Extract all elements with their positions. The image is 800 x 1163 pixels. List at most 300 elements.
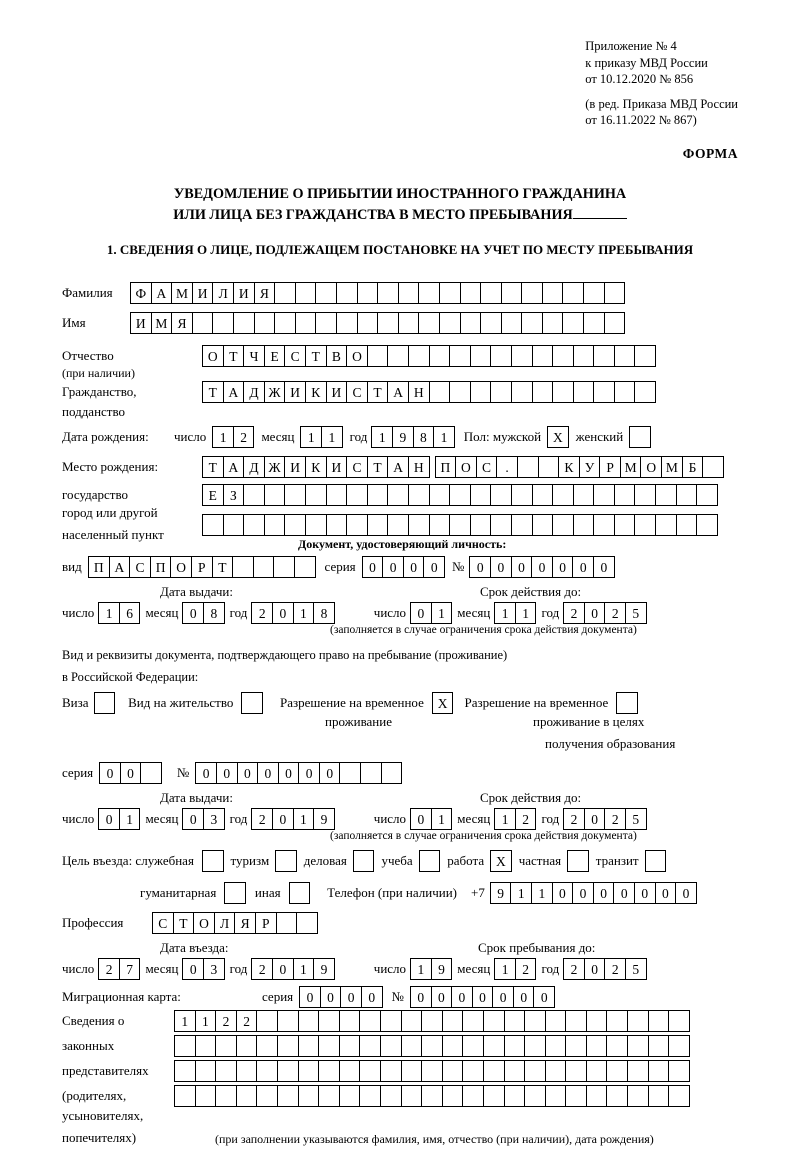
entry-year-boxes[interactable]: [251, 958, 333, 980]
form-cell[interactable]: [470, 514, 492, 536]
form-cell[interactable]: [573, 381, 595, 403]
form-cell[interactable]: [315, 312, 337, 334]
form-cell[interactable]: [442, 1010, 464, 1032]
form-cell[interactable]: 0: [382, 556, 404, 578]
form-cell[interactable]: 0: [634, 882, 656, 904]
form-cell[interactable]: [318, 1035, 340, 1057]
form-cell[interactable]: [174, 1035, 196, 1057]
form-cell[interactable]: 9: [431, 958, 453, 980]
form-cell[interactable]: [565, 1085, 587, 1107]
form-cell[interactable]: М: [171, 282, 193, 304]
form-cell[interactable]: 2: [604, 958, 626, 980]
form-cell[interactable]: П: [88, 556, 110, 578]
form-cell[interactable]: [408, 484, 430, 506]
form-cell[interactable]: 1: [321, 426, 343, 448]
purpose-work-checkbox[interactable]: X: [490, 850, 512, 872]
form-cell[interactable]: [429, 345, 451, 367]
form-cell[interactable]: 0: [410, 808, 432, 830]
form-cell[interactable]: [462, 1010, 484, 1032]
purpose-service-checkbox[interactable]: [202, 850, 224, 872]
form-cell[interactable]: 1: [98, 602, 120, 624]
form-cell[interactable]: [380, 1035, 402, 1057]
form-cell[interactable]: В: [326, 345, 348, 367]
form-cell[interactable]: 1: [293, 602, 315, 624]
form-cell[interactable]: [462, 1035, 484, 1057]
purpose-other-checkbox[interactable]: [289, 882, 311, 904]
form-cell[interactable]: Н: [408, 381, 430, 403]
form-cell[interactable]: 0: [319, 762, 341, 784]
form-cell[interactable]: [387, 514, 409, 536]
birth-state-boxes[interactable]: [202, 456, 429, 478]
form-cell[interactable]: [483, 1060, 505, 1082]
form-cell[interactable]: [532, 484, 554, 506]
form-cell[interactable]: Ч: [243, 345, 265, 367]
form-cell[interactable]: [305, 514, 327, 536]
form-cell[interactable]: [264, 484, 286, 506]
form-cell[interactable]: [359, 1010, 381, 1032]
form-cell[interactable]: [223, 514, 245, 536]
form-cell[interactable]: [215, 1060, 237, 1082]
form-cell[interactable]: [318, 1010, 340, 1032]
legal-rep-row4-boxes[interactable]: [174, 1085, 689, 1107]
form-cell[interactable]: М: [151, 312, 173, 334]
form-cell[interactable]: 2: [98, 958, 120, 980]
form-cell[interactable]: 8: [203, 602, 225, 624]
form-cell[interactable]: Т: [212, 556, 234, 578]
form-cell[interactable]: 0: [492, 986, 514, 1008]
form-cell[interactable]: 0: [572, 556, 594, 578]
form-cell[interactable]: [634, 484, 656, 506]
form-cell[interactable]: [418, 282, 440, 304]
form-cell[interactable]: 0: [272, 808, 294, 830]
form-cell[interactable]: [442, 1085, 464, 1107]
form-cell[interactable]: [236, 1060, 258, 1082]
form-cell[interactable]: [480, 312, 502, 334]
form-cell[interactable]: [511, 345, 533, 367]
form-cell[interactable]: 0: [552, 556, 574, 578]
form-cell[interactable]: [511, 514, 533, 536]
form-cell[interactable]: А: [223, 381, 245, 403]
form-cell[interactable]: [429, 484, 451, 506]
form-cell[interactable]: 5: [625, 808, 647, 830]
form-cell[interactable]: 1: [494, 958, 516, 980]
form-cell[interactable]: [380, 1010, 402, 1032]
form-cell[interactable]: 0: [182, 808, 204, 830]
form-cell[interactable]: И: [284, 381, 306, 403]
form-cell[interactable]: Т: [367, 456, 389, 478]
purpose-business-checkbox[interactable]: [353, 850, 375, 872]
form-cell[interactable]: Т: [223, 345, 245, 367]
form-cell[interactable]: [284, 484, 306, 506]
birth-day-boxes[interactable]: [212, 426, 253, 448]
form-cell[interactable]: [254, 312, 276, 334]
form-cell[interactable]: Р: [255, 912, 277, 934]
form-cell[interactable]: [256, 1060, 278, 1082]
form-cell[interactable]: 0: [513, 986, 535, 1008]
form-cell[interactable]: 0: [472, 986, 494, 1008]
form-cell[interactable]: [315, 282, 337, 304]
form-cell[interactable]: .: [496, 456, 518, 478]
form-cell[interactable]: [439, 312, 461, 334]
form-cell[interactable]: 0: [593, 556, 615, 578]
birth-city-row3-boxes[interactable]: [202, 514, 717, 536]
form-cell[interactable]: 2: [563, 958, 585, 980]
form-cell[interactable]: И: [233, 282, 255, 304]
birth-city-row2-boxes[interactable]: [202, 484, 717, 506]
form-cell[interactable]: [573, 345, 595, 367]
surname-boxes[interactable]: [130, 282, 624, 304]
form-cell[interactable]: [490, 381, 512, 403]
form-cell[interactable]: [627, 1060, 649, 1082]
form-cell[interactable]: [398, 282, 420, 304]
form-cell[interactable]: 7: [119, 958, 141, 980]
form-cell[interactable]: [517, 456, 539, 478]
birth-city-row1-boxes[interactable]: [435, 456, 723, 478]
form-cell[interactable]: [442, 1060, 464, 1082]
form-cell[interactable]: [460, 312, 482, 334]
form-cell[interactable]: [367, 514, 389, 536]
form-cell[interactable]: [305, 484, 327, 506]
form-cell[interactable]: [408, 345, 430, 367]
form-cell[interactable]: [298, 1060, 320, 1082]
form-cell[interactable]: К: [305, 381, 327, 403]
form-cell[interactable]: [429, 514, 451, 536]
form-cell[interactable]: [504, 1060, 526, 1082]
form-cell[interactable]: [545, 1060, 567, 1082]
form-cell[interactable]: А: [109, 556, 131, 578]
form-cell[interactable]: [480, 282, 502, 304]
form-cell[interactable]: 2: [604, 808, 626, 830]
birth-month-boxes[interactable]: [300, 426, 341, 448]
form-cell[interactable]: 0: [362, 556, 384, 578]
form-cell[interactable]: [696, 484, 718, 506]
form-cell[interactable]: И: [326, 456, 348, 478]
form-cell[interactable]: [648, 1085, 670, 1107]
stay-month-boxes[interactable]: [494, 958, 535, 980]
form-cell[interactable]: [470, 381, 492, 403]
form-cell[interactable]: [614, 381, 636, 403]
form-cell[interactable]: [586, 1010, 608, 1032]
form-cell[interactable]: [648, 1035, 670, 1057]
form-cell[interactable]: Д: [243, 381, 265, 403]
form-cell[interactable]: Я: [171, 312, 193, 334]
form-cell[interactable]: [339, 1010, 361, 1032]
form-cell[interactable]: А: [387, 381, 409, 403]
entry-month-boxes[interactable]: [182, 958, 223, 980]
form-cell[interactable]: [552, 514, 574, 536]
form-cell[interactable]: Я: [254, 282, 276, 304]
form-cell[interactable]: 0: [511, 556, 533, 578]
form-cell[interactable]: С: [129, 556, 151, 578]
birth-year-boxes[interactable]: [371, 426, 453, 448]
form-cell[interactable]: А: [151, 282, 173, 304]
form-cell[interactable]: [604, 312, 626, 334]
form-cell[interactable]: 1: [300, 426, 322, 448]
form-cell[interactable]: [565, 1010, 587, 1032]
form-cell[interactable]: 1: [174, 1010, 196, 1032]
form-cell[interactable]: 0: [299, 986, 321, 1008]
form-cell[interactable]: 0: [237, 762, 259, 784]
form-cell[interactable]: П: [150, 556, 172, 578]
form-cell[interactable]: Ф: [130, 282, 152, 304]
migration-series-boxes[interactable]: [299, 986, 381, 1008]
form-cell[interactable]: [449, 345, 471, 367]
form-cell[interactable]: [295, 312, 317, 334]
form-cell[interactable]: 0: [584, 958, 606, 980]
entry-day-boxes[interactable]: [98, 958, 139, 980]
form-cell[interactable]: [702, 456, 724, 478]
form-cell[interactable]: [195, 1035, 217, 1057]
form-cell[interactable]: [429, 381, 451, 403]
form-cell[interactable]: [586, 1060, 608, 1082]
form-cell[interactable]: 0: [361, 986, 383, 1008]
form-cell[interactable]: [504, 1035, 526, 1057]
form-cell[interactable]: [140, 762, 162, 784]
form-cell[interactable]: 0: [257, 762, 279, 784]
form-cell[interactable]: [339, 1035, 361, 1057]
form-cell[interactable]: 9: [313, 958, 335, 980]
form-cell[interactable]: Р: [599, 456, 621, 478]
doc-series-boxes[interactable]: [362, 556, 444, 578]
form-cell[interactable]: [401, 1085, 423, 1107]
form-cell[interactable]: [401, 1060, 423, 1082]
form-cell[interactable]: [243, 514, 265, 536]
form-cell[interactable]: [360, 762, 382, 784]
form-cell[interactable]: 0: [272, 602, 294, 624]
form-cell[interactable]: 0: [490, 556, 512, 578]
form-cell[interactable]: 2: [251, 808, 273, 830]
form-cell[interactable]: [256, 1035, 278, 1057]
form-cell[interactable]: [367, 345, 389, 367]
form-cell[interactable]: [627, 1035, 649, 1057]
form-cell[interactable]: [195, 1060, 217, 1082]
form-cell[interactable]: 1: [433, 426, 455, 448]
form-cell[interactable]: 0: [533, 986, 555, 1008]
form-cell[interactable]: [359, 1060, 381, 1082]
form-cell[interactable]: 0: [552, 882, 574, 904]
form-cell[interactable]: [357, 282, 379, 304]
form-cell[interactable]: [524, 1035, 546, 1057]
form-cell[interactable]: О: [640, 456, 662, 478]
form-cell[interactable]: К: [558, 456, 580, 478]
form-cell[interactable]: 1: [119, 808, 141, 830]
form-cell[interactable]: [339, 1060, 361, 1082]
phone-boxes[interactable]: [490, 882, 696, 904]
form-cell[interactable]: 3: [203, 808, 225, 830]
form-cell[interactable]: [346, 514, 368, 536]
permit-issue-day-boxes[interactable]: [98, 808, 139, 830]
form-cell[interactable]: 1: [293, 958, 315, 980]
form-cell[interactable]: [490, 484, 512, 506]
form-cell[interactable]: И: [192, 282, 214, 304]
form-cell[interactable]: [483, 1085, 505, 1107]
form-cell[interactable]: [593, 381, 615, 403]
form-cell[interactable]: [668, 1060, 690, 1082]
form-cell[interactable]: [552, 381, 574, 403]
form-cell[interactable]: [339, 1085, 361, 1107]
form-cell[interactable]: [545, 1010, 567, 1032]
form-cell[interactable]: [504, 1010, 526, 1032]
form-cell[interactable]: [295, 282, 317, 304]
citizenship-boxes[interactable]: [202, 381, 655, 403]
form-cell[interactable]: 2: [251, 602, 273, 624]
form-cell[interactable]: 1: [494, 602, 516, 624]
legal-rep-row2-boxes[interactable]: [174, 1035, 689, 1057]
form-cell[interactable]: 0: [120, 762, 142, 784]
doc-issue-day-boxes[interactable]: [98, 602, 139, 624]
form-cell[interactable]: [202, 514, 224, 536]
form-cell[interactable]: 1: [531, 882, 553, 904]
form-cell[interactable]: 0: [195, 762, 217, 784]
form-cell[interactable]: [277, 1035, 299, 1057]
legal-rep-row1-boxes[interactable]: [174, 1010, 689, 1032]
form-cell[interactable]: О: [455, 456, 477, 478]
form-cell[interactable]: [439, 282, 461, 304]
form-cell[interactable]: Т: [202, 381, 224, 403]
form-cell[interactable]: 0: [431, 986, 453, 1008]
form-cell[interactable]: [532, 381, 554, 403]
form-cell[interactable]: И: [130, 312, 152, 334]
permit-valid-year-boxes[interactable]: [563, 808, 645, 830]
form-cell[interactable]: 0: [655, 882, 677, 904]
form-cell[interactable]: [387, 484, 409, 506]
form-cell[interactable]: Е: [264, 345, 286, 367]
form-cell[interactable]: [542, 312, 564, 334]
doc-valid-day-boxes[interactable]: [410, 602, 451, 624]
sex-male-checkbox[interactable]: X: [547, 426, 569, 448]
form-cell[interactable]: 0: [451, 986, 473, 1008]
form-cell[interactable]: [401, 1035, 423, 1057]
residence-permit-checkbox[interactable]: [241, 692, 263, 714]
form-cell[interactable]: [627, 1085, 649, 1107]
form-cell[interactable]: [586, 1085, 608, 1107]
form-cell[interactable]: [470, 345, 492, 367]
form-cell[interactable]: 0: [410, 602, 432, 624]
form-cell[interactable]: [418, 312, 440, 334]
form-cell[interactable]: 0: [423, 556, 445, 578]
form-cell[interactable]: С: [346, 456, 368, 478]
form-cell[interactable]: Л: [212, 282, 234, 304]
form-cell[interactable]: М: [620, 456, 642, 478]
form-cell[interactable]: И: [284, 456, 306, 478]
form-cell[interactable]: [583, 282, 605, 304]
form-cell[interactable]: [552, 484, 574, 506]
form-cell[interactable]: [449, 514, 471, 536]
form-cell[interactable]: Я: [234, 912, 256, 934]
profession-boxes[interactable]: [152, 912, 317, 934]
form-cell[interactable]: [552, 345, 574, 367]
form-cell[interactable]: 0: [469, 556, 491, 578]
form-cell[interactable]: [274, 312, 296, 334]
form-cell[interactable]: М: [661, 456, 683, 478]
legal-rep-row3-boxes[interactable]: [174, 1060, 689, 1082]
form-cell[interactable]: [614, 484, 636, 506]
form-cell[interactable]: [367, 484, 389, 506]
form-cell[interactable]: [296, 912, 318, 934]
form-cell[interactable]: [174, 1060, 196, 1082]
permit-valid-day-boxes[interactable]: [410, 808, 451, 830]
form-cell[interactable]: [538, 456, 560, 478]
form-cell[interactable]: [634, 381, 656, 403]
form-cell[interactable]: [339, 762, 361, 784]
form-cell[interactable]: Л: [214, 912, 236, 934]
form-cell[interactable]: [593, 484, 615, 506]
form-cell[interactable]: 2: [604, 602, 626, 624]
patronymic-boxes[interactable]: [202, 345, 655, 367]
form-cell[interactable]: [174, 1085, 196, 1107]
purpose-study-checkbox[interactable]: [419, 850, 441, 872]
form-cell[interactable]: [573, 514, 595, 536]
form-cell[interactable]: 0: [572, 882, 594, 904]
form-cell[interactable]: 3: [203, 958, 225, 980]
form-cell[interactable]: [462, 1060, 484, 1082]
form-cell[interactable]: [449, 484, 471, 506]
purpose-private-checkbox[interactable]: [567, 850, 589, 872]
form-cell[interactable]: 2: [563, 808, 585, 830]
form-cell[interactable]: Б: [682, 456, 704, 478]
form-cell[interactable]: 0: [584, 602, 606, 624]
form-cell[interactable]: [232, 556, 254, 578]
form-cell[interactable]: Ж: [264, 456, 286, 478]
form-cell[interactable]: 0: [182, 602, 204, 624]
form-cell[interactable]: Т: [305, 345, 327, 367]
form-cell[interactable]: [421, 1060, 443, 1082]
form-cell[interactable]: [377, 282, 399, 304]
form-cell[interactable]: 2: [233, 426, 255, 448]
form-cell[interactable]: К: [305, 456, 327, 478]
form-cell[interactable]: [212, 312, 234, 334]
form-cell[interactable]: [668, 1085, 690, 1107]
form-cell[interactable]: [276, 912, 298, 934]
form-cell[interactable]: [490, 514, 512, 536]
permit-valid-month-boxes[interactable]: [494, 808, 535, 830]
form-cell[interactable]: [381, 762, 403, 784]
form-cell[interactable]: [696, 514, 718, 536]
form-cell[interactable]: [236, 1035, 258, 1057]
form-cell[interactable]: [583, 312, 605, 334]
form-cell[interactable]: [284, 514, 306, 536]
form-cell[interactable]: 0: [98, 808, 120, 830]
form-cell[interactable]: [277, 1010, 299, 1032]
form-cell[interactable]: 0: [272, 958, 294, 980]
form-cell[interactable]: [634, 345, 656, 367]
sex-female-checkbox[interactable]: [629, 426, 651, 448]
form-cell[interactable]: [606, 1010, 628, 1032]
form-cell[interactable]: [401, 1010, 423, 1032]
form-cell[interactable]: С: [346, 381, 368, 403]
form-cell[interactable]: 2: [563, 602, 585, 624]
form-cell[interactable]: [256, 1010, 278, 1032]
form-cell[interactable]: [377, 312, 399, 334]
form-cell[interactable]: Р: [191, 556, 213, 578]
form-cell[interactable]: 1: [410, 958, 432, 980]
form-cell[interactable]: [408, 514, 430, 536]
purpose-transit-checkbox[interactable]: [645, 850, 667, 872]
doc-number-boxes[interactable]: [469, 556, 613, 578]
form-cell[interactable]: [676, 484, 698, 506]
form-cell[interactable]: 2: [251, 958, 273, 980]
form-cell[interactable]: Н: [408, 456, 430, 478]
form-cell[interactable]: [565, 1060, 587, 1082]
form-cell[interactable]: [346, 484, 368, 506]
form-cell[interactable]: [545, 1085, 567, 1107]
form-cell[interactable]: А: [223, 456, 245, 478]
form-cell[interactable]: [604, 282, 626, 304]
form-cell[interactable]: С: [152, 912, 174, 934]
form-cell[interactable]: 1: [212, 426, 234, 448]
form-cell[interactable]: З: [223, 484, 245, 506]
form-cell[interactable]: [627, 1010, 649, 1032]
